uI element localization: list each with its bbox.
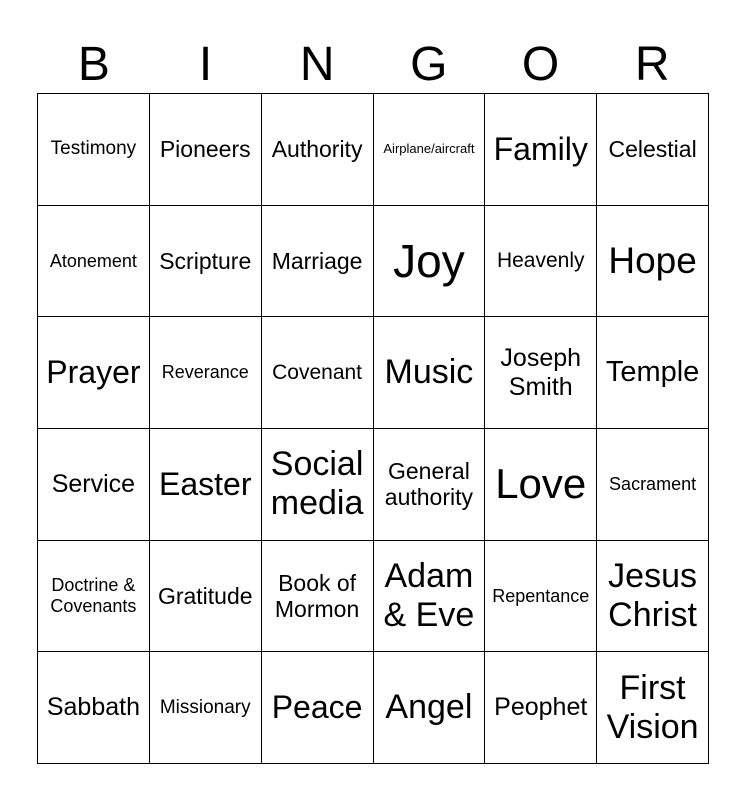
header-letter-o: O: [521, 38, 560, 91]
cell-text: Peace: [271, 689, 363, 726]
bingo-cell[interactable]: [150, 429, 262, 541]
cell-text: Covenant: [272, 360, 363, 384]
cell-text: Temple: [605, 355, 700, 388]
bingo-cell[interactable]: [150, 652, 262, 764]
header-letter-n: N: [299, 38, 335, 91]
cell-text: Gratitude: [157, 582, 253, 609]
bingo-cell[interactable]: [597, 317, 709, 429]
bingo-cell[interactable]: [150, 94, 262, 206]
bingo-cell[interactable]: [374, 317, 486, 429]
bingo-cell[interactable]: [38, 652, 150, 764]
bingo-cell[interactable]: [262, 94, 374, 206]
bingo-cell[interactable]: [485, 317, 597, 429]
cell-text: Atonement: [49, 250, 137, 271]
bingo-cell[interactable]: [374, 652, 486, 764]
bingo-cell[interactable]: [597, 206, 709, 318]
bingo-cell[interactable]: [374, 429, 486, 541]
cell-text: Book of Mormon: [274, 569, 360, 622]
bingo-cell[interactable]: [485, 541, 597, 653]
bingo-cell[interactable]: [150, 206, 262, 318]
bingo-cell[interactable]: [38, 206, 150, 318]
bingo-cell[interactable]: [597, 541, 709, 653]
cell-text: Joy: [393, 234, 465, 287]
cell-text: Airplane/aircraft: [383, 140, 475, 156]
cell-text: Sacrament: [609, 473, 697, 494]
cell-text: Sabbath: [46, 693, 140, 722]
cell-text: Service: [51, 469, 136, 498]
cell-text: Scripture: [159, 247, 252, 274]
cell-text: Authority: [271, 136, 363, 163]
cell-text: Prayer: [46, 354, 141, 391]
cell-text: Family: [493, 130, 588, 167]
bingo-cell[interactable]: [38, 541, 150, 653]
cell-text: Jesus Christ: [608, 556, 697, 634]
bingo-cell[interactable]: [485, 652, 597, 764]
cell-text: First Vision: [606, 668, 699, 746]
bingo-cell[interactable]: [38, 94, 150, 206]
bingo-board: [37, 93, 709, 764]
cell-text: Social media: [270, 445, 364, 523]
bingo-cell[interactable]: [150, 541, 262, 653]
cell-text: Joseph Smith: [500, 343, 582, 401]
cell-text: Marriage: [271, 247, 363, 274]
bingo-cell[interactable]: [597, 94, 709, 206]
cell-text: Reverance: [161, 362, 249, 383]
bingo-cell[interactable]: [38, 317, 150, 429]
cell-text: Heavenly: [496, 248, 585, 272]
cell-text: Angel: [385, 688, 473, 727]
bingo-cell[interactable]: [597, 652, 709, 764]
bingo-cell[interactable]: [262, 206, 374, 318]
bingo-header: [38, 36, 708, 94]
bingo-cell[interactable]: [374, 206, 486, 318]
bingo-cell[interactable]: [262, 317, 374, 429]
cell-text: Missionary: [159, 696, 251, 718]
header-letter-r: R: [634, 38, 670, 91]
cell-text: Hope: [608, 239, 697, 281]
bingo-cell[interactable]: [150, 317, 262, 429]
cell-text: Music: [384, 353, 474, 392]
cell-text: General authority: [384, 457, 474, 511]
bingo-cell[interactable]: [38, 429, 150, 541]
bingo-cell[interactable]: [485, 94, 597, 206]
cell-text: Doctrine & Covenants: [50, 575, 137, 616]
bingo-cell[interactable]: [374, 541, 486, 653]
cell-text: Celestial: [608, 136, 697, 163]
bingo-cell[interactable]: [485, 429, 597, 541]
cell-text: Repentance: [492, 585, 590, 606]
cell-text: Love: [495, 460, 587, 508]
header-letter-i: I: [198, 38, 213, 91]
header-letter-b: B: [77, 38, 110, 91]
bingo-cell[interactable]: [374, 94, 486, 206]
bingo-cell[interactable]: [597, 429, 709, 541]
bingo-cell[interactable]: [262, 429, 374, 541]
header-letter-g: G: [410, 38, 448, 91]
cell-text: Adam & Eve: [383, 556, 475, 634]
bingo-cell[interactable]: [485, 206, 597, 318]
cell-text: Testimony: [50, 138, 137, 160]
cell-text: Pioneers: [159, 136, 251, 163]
bingo-cell[interactable]: [262, 652, 374, 764]
cell-text: Easter: [159, 465, 252, 502]
cell-text: Peophet: [494, 693, 588, 722]
bingo-cell[interactable]: [262, 541, 374, 653]
